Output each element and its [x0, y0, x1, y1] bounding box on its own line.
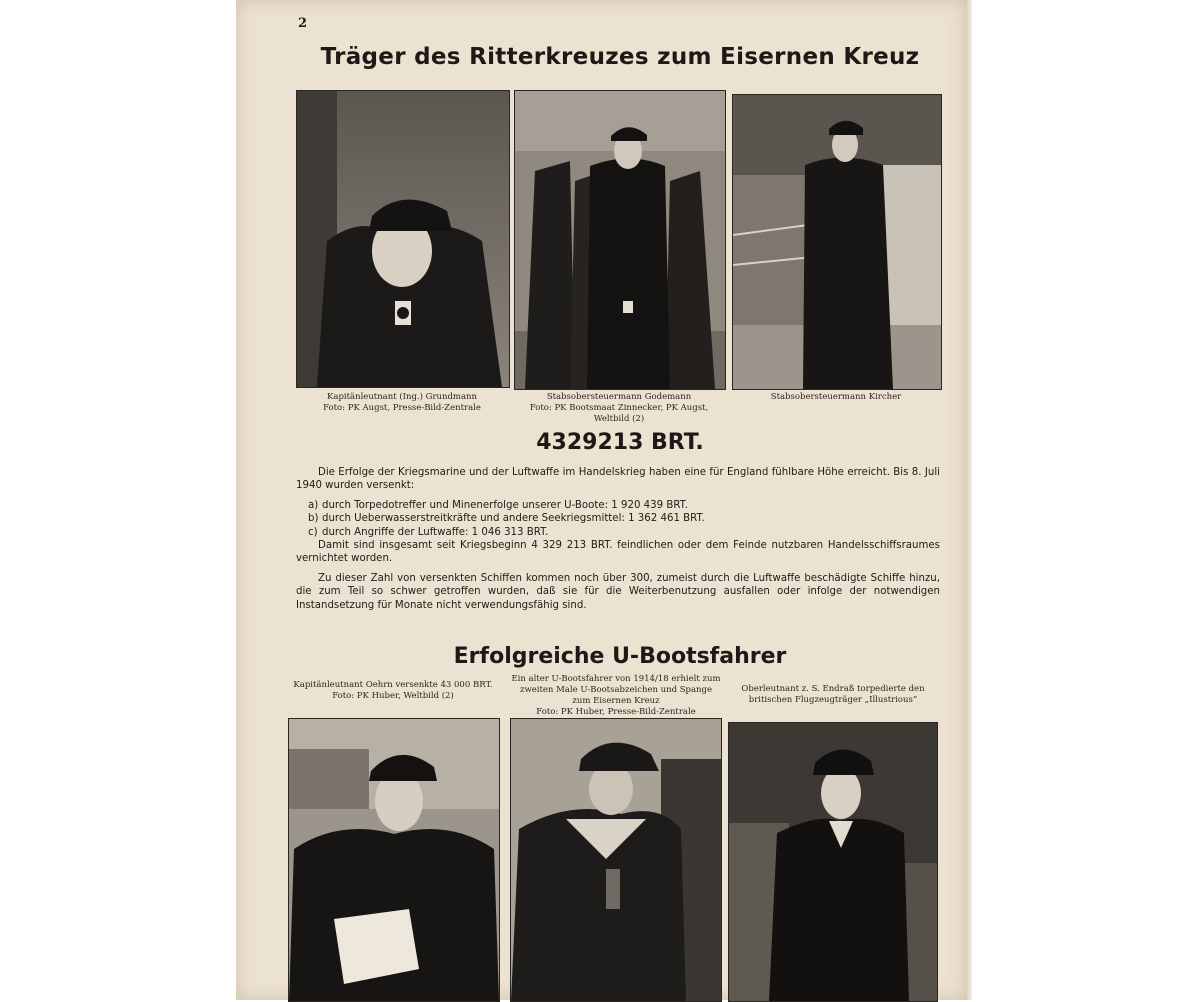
paragraph-damaged: Zu dieser Zahl von versenkten Schiffen kommen noch über 300, zumeist durch die Luftwaffe beschädigte Schiffe hinzu, die zum Teil so schwer getroffen wurden, daß sie für die Weiterbenutzung ausfallen oder infolge der notwendigen Instandsetzung für Monate nicht verwendungsfähig sind.	[296, 572, 940, 611]
list-item	[308, 512, 940, 525]
caption-godemann	[514, 392, 724, 425]
caption-text: Oberleutnant z. S. Endraß torpedierte den britischen Flugzeugträger „Illustrious“	[741, 684, 925, 705]
article-body	[296, 466, 940, 618]
caption-endrass	[728, 684, 938, 706]
caption-kircher	[732, 392, 940, 403]
caption-text: Ein alter U-Bootsfahrer von 1914/18 erhielt zum zweiten Male U-Bootsabzeichen und Spange zum Eisernen Kreuz	[511, 674, 721, 706]
list-label: a)	[308, 499, 319, 511]
brt-headline: 4329213 BRT.	[536, 430, 704, 455]
photo-oehrn	[288, 718, 500, 1002]
caption-text: Kapitänleutnant (Ing.) Grundmann	[327, 392, 477, 402]
caption-text: Stabsobersteuermann Godemann	[546, 392, 692, 402]
photo-godemann	[514, 90, 726, 390]
photo-old-sailor	[510, 718, 722, 1002]
paragraph-total: Damit sind insgesamt seit Kriegsbeginn 4 329 213 BRT. feindlichen oder dem Feinde nutzbaren Handelsschiffsraumes vernichtet worden.	[296, 540, 940, 565]
photo-credit: Foto: PK Huber, Weltbild (2)	[332, 691, 454, 701]
page-number: 2	[298, 16, 308, 31]
photo-grundmann	[296, 90, 510, 388]
caption-grundmann	[296, 392, 508, 414]
caption-old-sailor	[510, 674, 722, 718]
list-text: durch Ueberwasserstreitkräfte und andere Seekriegsmittel: 1 362 461 BRT.	[322, 513, 705, 525]
photo-kircher	[732, 94, 942, 390]
list-label: b)	[308, 513, 319, 525]
caption-text: Stabsobersteuermann Kircher	[770, 392, 902, 402]
photo-credit: Foto: PK Bootsmaat Zinnecker, PK Augst, Weltbild (2)	[529, 403, 709, 424]
list-item	[308, 499, 940, 512]
photo-endrass	[728, 722, 938, 1002]
list-text: durch Angriffe der Luftwaffe: 1 046 313 BRT.	[322, 526, 549, 538]
caption-text: Kapitänleutnant Oehrn versenkte 43 000 BRT.	[293, 680, 493, 690]
section2-title: Erfolgreiche U-Bootsfahrer	[453, 644, 787, 669]
list-label: c)	[308, 526, 318, 538]
page-edge	[966, 0, 972, 1000]
caption-oehrn	[290, 680, 496, 702]
photo-credit: Foto: PK Huber, Presse-Bild-Zentrale	[536, 707, 696, 717]
sinking-list	[308, 499, 940, 539]
list-item	[308, 526, 940, 539]
header-title: Träger des Ritterkreuzes zum Eisernen Kreuz	[320, 44, 920, 70]
photo-credit: Foto: PK Augst, Presse-Bild-Zentrale	[323, 403, 481, 413]
paragraph-intro: Die Erfolge der Kriegsmarine und der Luftwaffe im Handelskrieg haben eine für England fühlbare Höhe erreicht. Bis 8. Juli 1940 wurden versenkt:	[296, 467, 940, 492]
list-text: durch Torpedotreffer und Minenerfolge unserer U-Boote: 1 920 439 BRT.	[322, 499, 688, 511]
